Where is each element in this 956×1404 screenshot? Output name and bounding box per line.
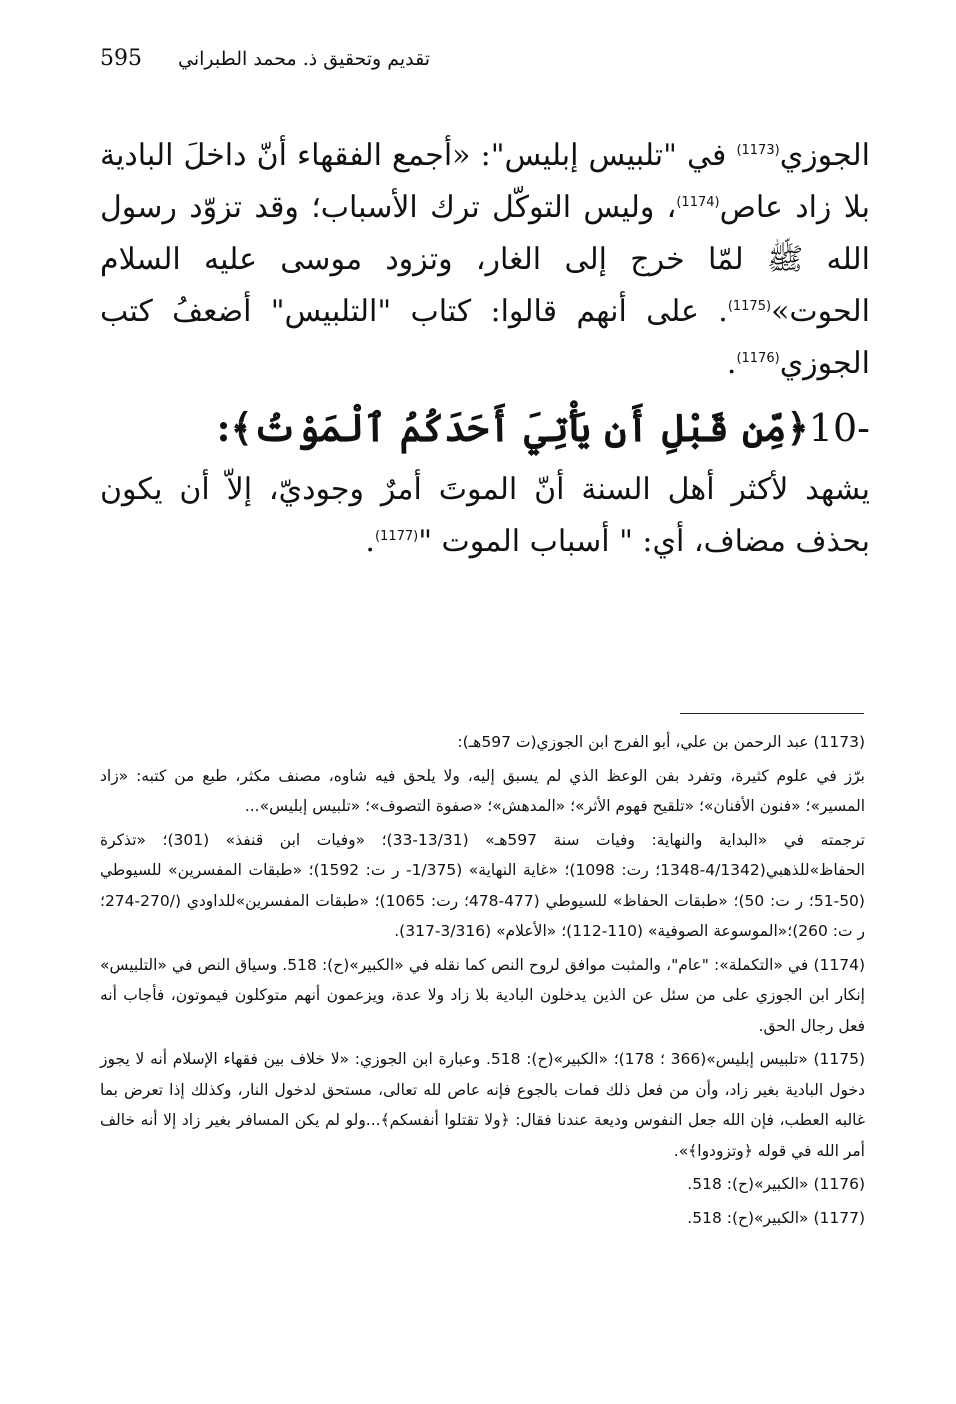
section-title: ﴿مِّن قَبْلِ أَن يَأْتِيَ أَحَدَكُمُ ٱلْمَوْتُ﴾:	[216, 405, 809, 450]
footnote-ref-1175[interactable]: (1175)	[727, 299, 772, 314]
footnote-ref-1177[interactable]: (1177)	[374, 529, 419, 544]
footnote-1176	[100, 1169, 865, 1200]
footnote-separator	[680, 713, 864, 714]
paragraph-1-text-d: . على أنهم قالوا: كتاب "التلبيس" أضعفُ كتب الجوزي	[100, 294, 870, 381]
paragraph-1	[100, 130, 870, 390]
page-number: 595	[100, 46, 142, 71]
footnote-number: (1174)	[813, 955, 865, 974]
footnote-1173	[100, 727, 865, 758]
footnote-1175	[100, 1044, 865, 1166]
page-header	[100, 46, 430, 82]
paragraph-1-text-e: .	[726, 346, 737, 381]
paragraph-2-text-a: يشهد لأكثر أهل السنة أنّ الموتَ أمرٌ وجوديّ، إلاّ أن يكون بحذف مضاف، أي: " أسباب الموت "	[100, 472, 870, 559]
footnote-ref-1176[interactable]: (1176)	[736, 351, 780, 366]
paragraph-2	[100, 464, 870, 568]
main-text	[100, 130, 870, 568]
footnote-text: عبد الرحمن بن علي، أبو الفرج ابن الجوزي(ت 597هـ):	[457, 733, 814, 751]
section-number: 10-	[808, 406, 870, 450]
footnote-text: «الكبير»(ح): 518.	[687, 1175, 814, 1193]
footnote-text: «الكبير»(ح): 518.	[687, 1208, 814, 1227]
footnote-text: في «التكملة»: "عام"، والمثبت موافق لروح النص كما نقله في «الكبير»(ح): 518. وسياق النص في «التلبيس» إنكار ابن الجوزي على من سئل عن الذين يدخلون البادية بلا زاد ولا عدة، ويزعمون أنهم متوكلون فيموتون، فأجاب أنه فعل رجال الحق.	[100, 955, 865, 1035]
running-title: تقديم وتحقيق ذ. محمد الطبراني	[178, 48, 431, 70]
footnote-number: (1176)	[813, 1175, 865, 1193]
footnote-text: «تلبيس إبليس»(366 ؛ 178)؛ «الكبير»(ح): 518. وعبارة ابن الجوزي: «لا خلاف بين فقهاء الإسلام أنه لا يجوز دخول البادية بغير زاد، وأن من فعل ذلك فمات بالجوع فإنه عاص لله تعالى، مستحق لدخول النار، وكذلك إذا تعرض بما غالبه العطب، فإن الله جعل النفوس وديعة عندنا فقال: ﴿ولا تقتلوا أنفسكم﴾...ولو لم يكن المسافر بغير زاد إلا أنه خالف أمر الله في قوله ﴿وتزودوا﴾».	[100, 1050, 865, 1160]
footnote-1174	[100, 950, 865, 1042]
section-heading	[100, 400, 870, 456]
paragraph-1-text-b: في "تلبيس إبليس": «أجمع الفقهاء أنّ داخلَ البادية بلا زاد عاص	[100, 138, 870, 225]
footnote-number: (1175)	[813, 1050, 865, 1068]
paragraph-1-text-a: الجوزي	[779, 138, 870, 173]
footnote-1173-bio: برّز في علوم كثيرة، وتفرد بفن الوعظ الذي لم يسبق إليه، ولا يلحق فيه شاوه، مصنف مكثر، طبع من كتبه: «زاد المسير»؛ «فنون الأفنان»؛ «تلقيح فهوم الأثر»؛ «المدهش»؛ «صفوة التصوف»؛ «تلبيس إبليس»...	[100, 766, 865, 815]
footnotes	[100, 727, 865, 1236]
paragraph-2-text-b: .	[365, 524, 375, 559]
footnote-1177	[100, 1203, 865, 1234]
footnote-ref-1173[interactable]: (1173)	[736, 143, 780, 158]
footnote-number: (1173)	[813, 733, 865, 751]
footnote-1173-sources: ترجمته في «البداية والنهاية: وفيات سنة 597هـ» (13/31-33)؛ «وفيات ابن قنفذ» (301)؛ «تذكرة الحفاظ»للذهبي(4/1342-1348؛ رت: 1098)؛ «غاية النهاية» (1/375- ر ت: 1592)؛ «طبقات المفسرين» للسيوطي (50-51؛ ر ت: 50)؛ «طبقات الحفاظ» للسيوطي (477-478؛ رت: 1065)؛ «طبقات المفسرين»للداودي (/270-274؛ ر ت: 260)؛«الموسوعة الصوفية» (110-112)؛ «الأعلام» (3/316-317).	[100, 830, 865, 940]
footnote-ref-1174[interactable]: (1174)	[676, 195, 720, 210]
paragraph-1-text-c: ، وليس التوكّل ترك الأسباب؛ وقد تزوّد رسول الله ﷺ لمّا خرج إلى الغار، وتزود موسى عليه السلام الحوت»	[100, 190, 870, 329]
footnote-number: (1177)	[813, 1208, 865, 1227]
